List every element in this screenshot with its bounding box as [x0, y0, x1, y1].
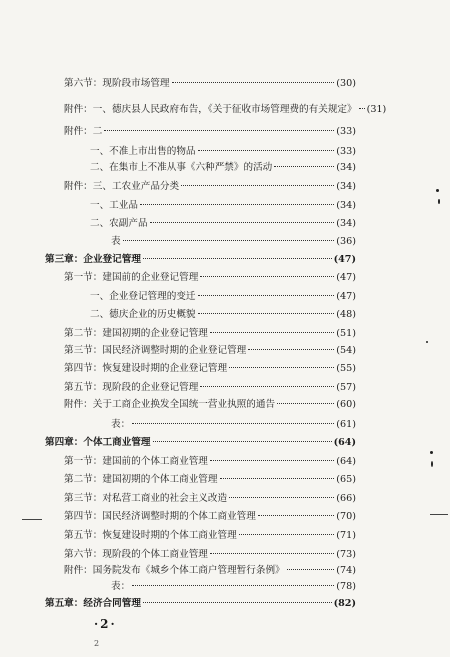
toc-entry-label: 二、德庆企业的历史概貌	[90, 309, 196, 320]
toc-entry-page: (54)	[336, 345, 356, 356]
toc-entry-label: 第一节：建国前的企业登记管理	[64, 272, 199, 283]
scan-speck	[436, 189, 439, 192]
dot-leader	[198, 150, 335, 151]
toc-entry-page: (48)	[336, 309, 356, 320]
toc-entry-label: 附件：国务院发布《城乡个体工商户管理暂行条例》	[64, 565, 285, 576]
toc-entry-label: 第三节：国民经济调整时期的企业登记管理	[64, 345, 247, 356]
toc-entry	[90, 200, 356, 212]
toc-entry-label: 附件：二	[64, 126, 103, 137]
dot-leader	[150, 222, 335, 223]
dot-leader	[143, 602, 332, 603]
dot-leader	[287, 569, 335, 570]
toc-entry	[64, 78, 356, 90]
toc-entry-page: (74)	[336, 565, 356, 576]
toc-entry-label: 第二节：建国初期的企业登记管理	[64, 328, 208, 339]
toc-entry-page: (78)	[336, 581, 356, 592]
toc-entry	[64, 493, 356, 505]
toc-entry-page: (57)	[336, 382, 356, 393]
toc-entry-label: 第一节：建国前的个体工商业管理	[64, 456, 208, 467]
toc-entry	[64, 456, 356, 468]
toc-entry-page: (47)	[336, 291, 356, 302]
toc-entry-page: (60)	[336, 399, 356, 410]
dot-leader	[104, 130, 334, 131]
dot-leader	[198, 313, 335, 314]
page-number: ·2·	[94, 617, 117, 631]
toc-entry-page: (36)	[336, 236, 356, 247]
toc-entry-label: 第五节：现阶段的企业登记管理	[64, 382, 199, 393]
toc-entry-label: 一、企业登记管理的变迁	[90, 291, 196, 302]
toc-entry-label: 第六节：现阶段市场管理	[64, 78, 170, 89]
toc-entry-page: (64)	[336, 456, 356, 467]
toc-entry-page: (51)	[336, 328, 356, 339]
dot-leader	[153, 441, 332, 442]
toc-entry-label: 第四章：个体工商业管理	[45, 437, 151, 448]
toc-entry	[90, 162, 356, 174]
toc-entry-label: 第三章：企业登记管理	[45, 254, 141, 265]
toc-entry	[64, 104, 387, 116]
dot-leader	[274, 166, 334, 167]
toc-entry-page: (55)	[336, 363, 356, 374]
toc-entry	[64, 530, 356, 542]
toc-entry-label: 第五章：经济合同管理	[45, 598, 141, 609]
toc-entry-label: 表	[111, 236, 121, 247]
toc-entry-label: 第四节：国民经济调整时期的个体工商业管理	[64, 511, 256, 522]
toc-entry	[111, 581, 356, 593]
dot-leader	[123, 240, 335, 241]
toc-entry	[64, 565, 356, 577]
dot-leader	[140, 204, 334, 205]
toc-entry-page: (65)	[336, 474, 356, 485]
toc-entry-page: (82)	[333, 598, 356, 609]
toc-entry	[64, 126, 356, 138]
dot-leader	[200, 386, 334, 387]
scan-line	[430, 514, 448, 515]
dot-leader	[132, 585, 334, 586]
scan-speck	[426, 341, 428, 343]
footer-mark: 2	[94, 639, 100, 648]
toc-entry	[64, 181, 356, 193]
toc-entry	[64, 474, 356, 486]
dot-leader	[198, 295, 335, 296]
toc-entry	[45, 437, 356, 449]
toc-entry	[64, 511, 356, 523]
toc-entry-label: 第六节：现阶段的个体工商业管理	[64, 549, 208, 560]
dot-leader	[172, 82, 335, 83]
toc-entry	[64, 272, 356, 284]
toc-entry	[90, 291, 356, 303]
toc-entry-page: (66)	[336, 493, 356, 504]
toc-entry-label: 附件：三、工农业产品分类	[64, 181, 180, 192]
toc-entry-label: 第五节：恢复建设时期的个体工商业管理	[64, 530, 237, 541]
toc-entry-page: (30)	[336, 78, 356, 89]
toc-entry-page: (47)	[336, 272, 356, 283]
toc-entry	[64, 345, 356, 357]
toc-entry	[64, 363, 356, 375]
toc-entry	[45, 254, 356, 266]
toc-entry-page: (34)	[336, 181, 356, 192]
toc-entry	[64, 549, 356, 561]
toc-entry-page: (34)	[336, 200, 356, 211]
dot-leader	[248, 349, 334, 350]
toc-entry-page: (47)	[333, 254, 356, 265]
dot-leader	[258, 515, 334, 516]
toc-entry	[90, 309, 356, 321]
dot-leader	[239, 534, 335, 535]
dot-leader	[143, 258, 332, 259]
toc-entry-label: 表：	[111, 419, 131, 430]
dot-leader	[220, 478, 335, 479]
scan-speck	[438, 199, 440, 204]
scan-line	[22, 519, 42, 520]
toc-entry-label: 第四节：恢复建设时期的企业登记管理	[64, 363, 228, 374]
toc-entry	[64, 399, 356, 411]
dot-leader	[210, 332, 334, 333]
toc-entry-label: 表：	[111, 581, 131, 592]
dot-leader	[181, 185, 334, 186]
toc-entry	[111, 419, 356, 431]
toc-entry	[90, 146, 356, 158]
toc-entry	[45, 598, 356, 610]
toc-entry-page: (70)	[336, 511, 356, 522]
dot-leader	[277, 403, 334, 404]
toc-entry-label: 二、农副产品	[90, 218, 148, 229]
toc-entry-page: (33)	[336, 126, 356, 137]
dot-leader	[359, 108, 365, 109]
toc-entry-label: 第三节：对私营工商业的社会主义改造	[64, 493, 228, 504]
dot-leader	[210, 460, 334, 461]
toc-entry-page: (61)	[336, 419, 356, 430]
scan-speck	[431, 461, 433, 467]
toc-entry-label: 附件：关于工商企业换发全国统一营业执照的通告	[64, 399, 276, 410]
dot-leader	[229, 367, 334, 368]
toc-entry-page: (64)	[333, 437, 356, 448]
toc-entry-label: 二、在集市上不准从事《六种严禁》的活动	[90, 162, 273, 173]
toc-entry-label: 附件：一、德庆县人民政府布告，《关于征收市场管理费的有关规定》	[64, 104, 357, 115]
dot-leader	[132, 423, 334, 424]
toc-entry	[64, 328, 356, 340]
toc-entry-label: 一、不准上市出售的物品	[90, 146, 196, 157]
dot-leader	[200, 276, 334, 277]
toc-entry-page: (73)	[336, 549, 356, 560]
toc-entry	[64, 382, 356, 394]
toc-entry-page: (33)	[336, 146, 356, 157]
toc-entry-page: (34)	[336, 162, 356, 173]
scan-speck	[430, 451, 433, 454]
toc-entry-page: (71)	[336, 530, 356, 541]
toc-entry-label: 一、工业品	[90, 200, 138, 211]
dot-leader	[210, 553, 334, 554]
toc-entry-label: 第二节：建国初期的个体工商业管理	[64, 474, 218, 485]
toc-entry-page: (31)	[366, 104, 387, 115]
dot-leader	[229, 497, 334, 498]
toc-entry	[111, 236, 356, 248]
toc-entry-page: (34)	[336, 218, 356, 229]
toc-entry	[90, 218, 356, 230]
